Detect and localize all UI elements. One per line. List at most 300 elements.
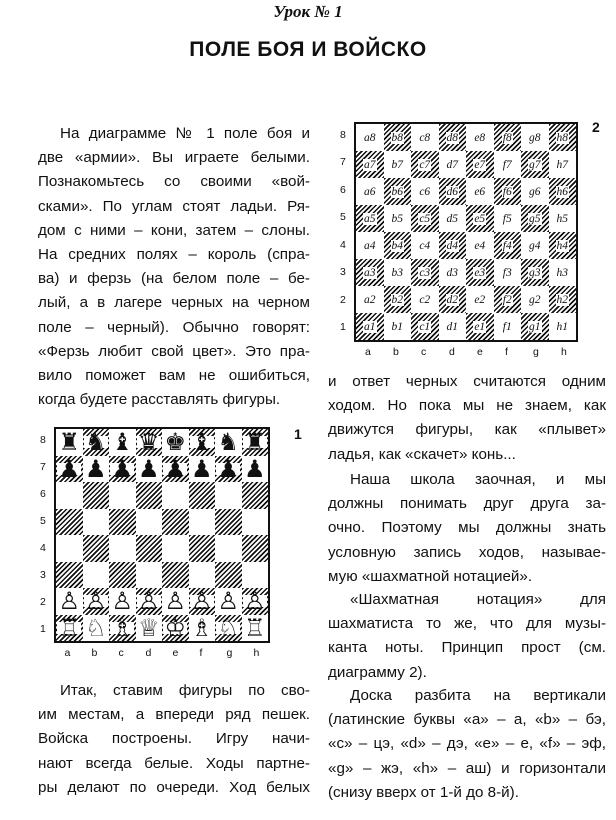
square-c2	[411, 286, 439, 313]
square-e8	[466, 124, 494, 151]
file-label: c	[421, 346, 427, 358]
square-label: c4	[419, 239, 431, 252]
chess-piece: ♟	[137, 455, 160, 482]
square-f6	[189, 482, 216, 509]
text-line: диаграмму 2).	[328, 663, 427, 681]
square-label: a3	[364, 266, 376, 279]
chess-piece: ♝	[190, 429, 213, 456]
square-label: h6	[556, 185, 568, 198]
square-f2	[189, 588, 216, 615]
square-g7	[215, 456, 242, 483]
square-label: b4	[391, 239, 403, 252]
right-paragraph-3	[328, 588, 606, 685]
diagram-1-grid	[54, 427, 270, 643]
square-g8	[215, 429, 242, 456]
square-h1	[242, 615, 269, 642]
square-b1	[384, 313, 412, 340]
chess-piece: ♜	[58, 429, 80, 456]
chess-piece: ♟	[164, 455, 186, 482]
text-line: движутся фигуры, как «плывет»	[328, 421, 606, 439]
square-b8	[384, 124, 412, 151]
square-label: f7	[502, 158, 512, 171]
square-a5	[56, 509, 83, 536]
rank-label: 7	[40, 460, 46, 473]
square-d3	[136, 562, 163, 589]
diagram-2-grid	[354, 122, 578, 342]
square-b4	[83, 535, 110, 562]
square-f7	[189, 456, 216, 483]
square-label: h2	[556, 293, 568, 306]
square-f1	[189, 615, 216, 642]
square-label: h7	[556, 158, 568, 171]
square-g4	[215, 535, 242, 562]
square-b3	[83, 562, 110, 589]
square-g3	[215, 562, 242, 589]
rank-label: 3	[40, 568, 46, 581]
square-c6	[411, 178, 439, 205]
square-d6	[136, 482, 163, 509]
diagram-2-board	[330, 115, 616, 360]
square-label: a7	[364, 158, 376, 171]
square-e2	[466, 286, 494, 313]
square-label: g1	[529, 320, 541, 333]
square-d1	[136, 615, 163, 642]
text-line: должны понимать друг друга за-	[328, 495, 606, 513]
square-label: d5	[446, 212, 458, 225]
square-label: c6	[419, 185, 431, 198]
square-a6	[56, 482, 83, 509]
square-d3	[439, 259, 467, 286]
file-label: f	[199, 647, 203, 659]
text-line: нают всегда белые. Ходы партне-	[38, 754, 310, 772]
square-h7	[242, 456, 269, 483]
square-d6	[439, 178, 467, 205]
square-label: g3	[529, 266, 541, 279]
square-h2	[549, 286, 577, 313]
square-c3	[109, 562, 136, 589]
rank-label: 2	[340, 293, 346, 306]
square-g2	[215, 588, 242, 615]
square-a7	[356, 151, 384, 178]
text-line: «c» – цэ, «d» – дэ, «e» – е, «f» – эф,	[328, 735, 606, 753]
chess-piece: ♙	[190, 588, 213, 615]
square-label: c7	[419, 158, 431, 171]
square-f5	[189, 509, 216, 536]
text-line: две «армии». Вы играете белыми.	[38, 149, 310, 167]
text-line: и ответ черных считаются одним	[328, 373, 606, 390]
chess-piece: ♝	[111, 429, 133, 456]
square-label: b5	[391, 212, 403, 225]
rank-label: 8	[40, 433, 46, 446]
square-label: g2	[529, 293, 541, 306]
square-label: d4	[446, 239, 458, 252]
square-e1	[466, 313, 494, 340]
file-label: a	[365, 346, 371, 358]
text-line: (латинские буквы «a» – а, «b» – бэ,	[328, 711, 606, 729]
square-d2	[439, 286, 467, 313]
square-c3	[411, 259, 439, 286]
square-c6	[109, 482, 136, 509]
square-label: e8	[474, 131, 486, 144]
text-line: условную запись ходов, называе-	[328, 543, 606, 561]
square-label: e1	[474, 320, 486, 333]
square-c2	[109, 588, 136, 615]
square-e7	[162, 456, 189, 483]
square-e3	[466, 259, 494, 286]
square-h2	[242, 588, 269, 615]
square-a7	[56, 456, 83, 483]
square-a2	[356, 286, 384, 313]
square-f4	[494, 232, 522, 259]
square-label: d1	[446, 320, 458, 333]
rank-label: 6	[40, 487, 46, 500]
square-g6	[215, 482, 242, 509]
square-label: d3	[446, 266, 458, 279]
square-label: a1	[364, 320, 376, 333]
square-e1	[162, 615, 189, 642]
right-paragraph-2	[328, 468, 606, 589]
text-line: Войска построены. Игру начи-	[38, 730, 310, 748]
chess-piece: ♙	[137, 588, 160, 615]
square-h3	[242, 562, 269, 589]
square-h7	[549, 151, 577, 178]
rank-label: 1	[340, 321, 346, 334]
chess-piece: ♕	[137, 614, 160, 641]
square-e7	[466, 151, 494, 178]
square-label: e4	[474, 239, 486, 252]
rank-label: 5	[40, 514, 46, 527]
chess-piece: ♛	[137, 429, 160, 456]
square-f4	[189, 535, 216, 562]
square-label: g5	[529, 212, 541, 225]
square-h4	[242, 535, 269, 562]
file-label: d	[145, 647, 152, 659]
chess-piece: ♙	[84, 588, 107, 615]
square-c1	[109, 615, 136, 642]
square-b6	[83, 482, 110, 509]
file-label: b	[91, 647, 98, 659]
square-a1	[356, 313, 384, 340]
square-a1	[56, 615, 83, 642]
square-a3	[356, 259, 384, 286]
square-label: e2	[474, 293, 486, 306]
square-label: h5	[556, 212, 568, 225]
chess-piece: ♟	[217, 455, 239, 482]
text-line: вило поможет вам не ошибиться,	[38, 367, 310, 385]
text-line: мую «шахматной нотацией».	[328, 567, 533, 585]
square-h3	[549, 259, 577, 286]
square-label: h4	[556, 239, 568, 252]
text-line: им местам, а впереди ряд пешек.	[38, 706, 310, 724]
square-label: c8	[419, 131, 431, 144]
square-e6	[162, 482, 189, 509]
square-label: e6	[474, 185, 486, 198]
square-d7	[439, 151, 467, 178]
square-f7	[494, 151, 522, 178]
text-line: Наша школа заочная, и мы	[350, 471, 606, 488]
left-paragraph-2	[38, 679, 310, 800]
square-a3	[56, 562, 83, 589]
diagram-1-board	[30, 420, 320, 665]
square-label: f3	[502, 266, 512, 279]
file-label: d	[449, 346, 455, 358]
square-label: b3	[391, 266, 403, 279]
square-g3	[521, 259, 549, 286]
square-a4	[356, 232, 384, 259]
square-d8	[439, 124, 467, 151]
square-c7	[109, 456, 136, 483]
chess-piece: ♞	[84, 429, 107, 456]
rank-label: 7	[340, 156, 346, 169]
chess-piece: ♟	[58, 455, 80, 482]
square-a6	[356, 178, 384, 205]
square-f8	[494, 124, 522, 151]
text-line: лый, а в лагере черных на черном	[38, 294, 310, 312]
square-b4	[384, 232, 412, 259]
square-label: c5	[419, 212, 431, 225]
right-paragraph-1	[328, 370, 606, 467]
square-f8	[189, 429, 216, 456]
square-e3	[162, 562, 189, 589]
square-h8	[242, 429, 269, 456]
chess-piece: ♚	[164, 429, 186, 456]
chess-piece: ♙	[217, 588, 239, 615]
square-label: h1	[556, 320, 568, 333]
square-label: h8	[556, 131, 568, 144]
rank-label: 5	[340, 211, 346, 224]
chess-piece: ♘	[84, 614, 107, 641]
square-f2	[494, 286, 522, 313]
text-line: когда будете расставлять фигуры.	[38, 391, 281, 409]
square-c1	[411, 313, 439, 340]
square-label: b2	[391, 293, 403, 306]
square-e4	[466, 232, 494, 259]
chess-piece: ♖	[243, 614, 266, 641]
file-label: c	[118, 647, 124, 659]
rank-label: 4	[340, 238, 346, 251]
file-label: e	[477, 346, 483, 358]
square-label: f5	[502, 212, 512, 225]
square-label: a8	[364, 131, 376, 144]
left-paragraph-1	[38, 122, 310, 412]
square-b2	[384, 286, 412, 313]
text-line: Доска разбита на вертикали	[350, 687, 606, 704]
diagram-1-number: 1	[294, 426, 302, 442]
square-d8	[136, 429, 163, 456]
square-d4	[136, 535, 163, 562]
square-b5	[384, 205, 412, 232]
square-g5	[215, 509, 242, 536]
square-c8	[411, 124, 439, 151]
chess-piece: ♖	[58, 614, 80, 641]
square-g8	[521, 124, 549, 151]
text-line: ладья, как «скачет» конь...	[328, 445, 516, 463]
text-line: ва) и ферзь (на белом поле – бе-	[38, 270, 310, 288]
chess-piece: ♙	[243, 588, 266, 615]
square-d2	[136, 588, 163, 615]
chess-piece: ♟	[243, 455, 266, 482]
square-c5	[411, 205, 439, 232]
square-label: g6	[529, 185, 541, 198]
square-g6	[521, 178, 549, 205]
square-label: d8	[446, 131, 458, 144]
page-title: ПОЛЕ БОЯ И ВОЙСКО	[189, 38, 427, 61]
text-line: ры делают по очереди. Ход белых	[38, 778, 310, 796]
square-label: c1	[419, 320, 431, 333]
chess-piece: ♔	[164, 614, 186, 641]
square-e4	[162, 535, 189, 562]
square-label: d7	[446, 158, 458, 171]
file-label: b	[393, 346, 399, 358]
square-e6	[466, 178, 494, 205]
chess-piece: ♟	[84, 455, 107, 482]
rank-label: 2	[40, 595, 46, 608]
square-h4	[549, 232, 577, 259]
square-label: d6	[446, 185, 458, 198]
text-line: «Ферзь любит свой цвет». Это пра-	[38, 342, 310, 360]
text-line: поле – черный). Обычно говорят:	[38, 318, 310, 336]
square-e2	[162, 588, 189, 615]
text-line: сками». По углам стоят ладьи. Ря-	[38, 197, 310, 215]
square-label: d2	[446, 293, 458, 306]
square-e8	[162, 429, 189, 456]
square-f5	[494, 205, 522, 232]
square-label: b1	[391, 320, 403, 333]
text-line: На средних полях – король (спра-	[38, 246, 310, 264]
square-b7	[83, 456, 110, 483]
square-b5	[83, 509, 110, 536]
square-c5	[109, 509, 136, 536]
rank-label: 4	[40, 541, 46, 554]
square-b6	[384, 178, 412, 205]
square-g5	[521, 205, 549, 232]
square-c7	[411, 151, 439, 178]
square-label: a5	[364, 212, 376, 225]
square-label: a4	[364, 239, 376, 252]
square-a2	[56, 588, 83, 615]
chess-piece: ♘	[217, 614, 239, 641]
text-line: (снизу вверх от 1-й до 8-й).	[328, 783, 519, 801]
square-label: e5	[474, 212, 486, 225]
square-h6	[242, 482, 269, 509]
square-e5	[162, 509, 189, 536]
square-e5	[466, 205, 494, 232]
rank-label: 8	[340, 128, 346, 141]
square-a8	[356, 124, 384, 151]
square-label: g8	[529, 131, 541, 144]
square-c4	[411, 232, 439, 259]
square-d1	[439, 313, 467, 340]
text-line: ходом. Но пока мы не знаем, как	[328, 397, 606, 415]
square-b3	[384, 259, 412, 286]
chess-piece: ♜	[243, 429, 266, 456]
diagram-2-number: 2	[592, 119, 600, 135]
square-label: c2	[419, 293, 431, 306]
file-label: e	[172, 647, 179, 659]
square-c4	[109, 535, 136, 562]
square-d7	[136, 456, 163, 483]
square-label: g4	[529, 239, 541, 252]
square-f1	[494, 313, 522, 340]
chess-piece: ♞	[217, 429, 239, 456]
square-label: g7	[529, 158, 541, 171]
square-label: b7	[391, 158, 403, 171]
chess-piece: ♙	[164, 588, 186, 615]
text-line: канта ноты. Принцип прост (см.	[328, 639, 606, 657]
square-label: f1	[502, 320, 512, 333]
file-label: h	[253, 647, 260, 659]
chess-piece: ♗	[111, 614, 133, 641]
square-d4	[439, 232, 467, 259]
text-line: шахматиста то же, что для музы-	[328, 615, 606, 633]
square-a5	[356, 205, 384, 232]
text-line: «Шахматная нотация» для	[350, 591, 606, 608]
square-label: e3	[474, 266, 486, 279]
text-line: дом с ними – кони, затем – слоны.	[38, 221, 310, 239]
square-h5	[242, 509, 269, 536]
rank-label: 6	[340, 183, 346, 196]
square-d5	[439, 205, 467, 232]
square-g2	[521, 286, 549, 313]
square-g1	[215, 615, 242, 642]
square-label: a6	[364, 185, 376, 198]
square-g4	[521, 232, 549, 259]
rank-label: 3	[340, 266, 346, 279]
square-label: f4	[502, 239, 512, 252]
square-f3	[494, 259, 522, 286]
text-line: Итак, ставим фигуры по сво-	[60, 682, 310, 699]
square-label: b8	[391, 131, 403, 144]
square-h6	[549, 178, 577, 205]
chess-piece: ♟	[111, 455, 133, 482]
square-label: f2	[502, 293, 512, 306]
square-b8	[83, 429, 110, 456]
file-label: g	[226, 647, 233, 659]
lesson-number: Урок № 1	[273, 2, 343, 21]
file-label: a	[64, 647, 71, 659]
file-label: f	[505, 346, 508, 358]
square-b1	[83, 615, 110, 642]
text-line: очно. Поэтому мы должны знать	[328, 519, 606, 537]
square-label: a2	[364, 293, 376, 306]
square-b2	[83, 588, 110, 615]
square-label: f8	[502, 131, 512, 144]
text-line: Познакомьтесь со своими «вой-	[38, 173, 310, 191]
right-paragraph-4	[328, 684, 606, 805]
chess-piece: ♙	[111, 588, 133, 615]
square-label: h3	[556, 266, 568, 279]
text-line: «g» – жэ, «h» – аш) и горизонтали	[328, 759, 606, 777]
square-label: e7	[474, 158, 486, 171]
square-h8	[549, 124, 577, 151]
square-f6	[494, 178, 522, 205]
square-h5	[549, 205, 577, 232]
square-c8	[109, 429, 136, 456]
chess-piece: ♙	[58, 588, 80, 615]
square-g7	[521, 151, 549, 178]
square-g1	[521, 313, 549, 340]
chess-piece: ♗	[190, 614, 213, 641]
square-d5	[136, 509, 163, 536]
rank-label: 1	[40, 622, 46, 635]
square-h1	[549, 313, 577, 340]
text-line: На диаграмме № 1 поле боя и	[60, 125, 310, 142]
file-label: g	[533, 346, 539, 358]
square-f3	[189, 562, 216, 589]
square-label: b6	[391, 185, 403, 198]
square-b7	[384, 151, 412, 178]
file-label: h	[561, 346, 567, 358]
